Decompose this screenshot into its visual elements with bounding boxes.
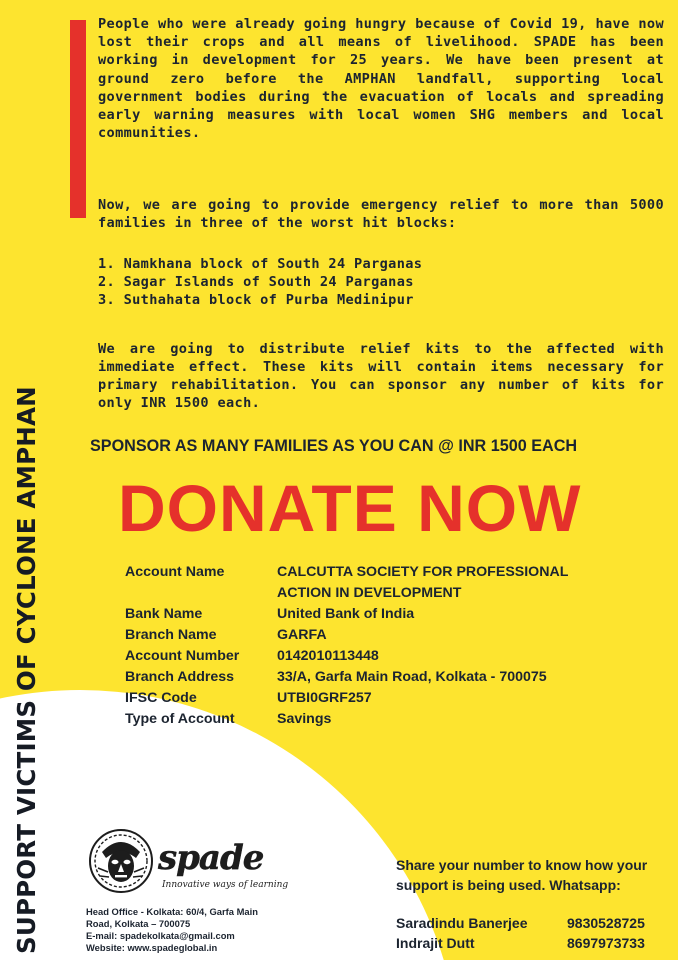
bank-label: Bank Name bbox=[125, 606, 203, 622]
bank-row-branch-address bbox=[125, 667, 625, 688]
bank-label: Type of Account bbox=[125, 711, 235, 727]
logo-name: spade bbox=[158, 838, 264, 878]
bank-value: 0142010113448 bbox=[277, 648, 379, 664]
bank-row-account-type bbox=[125, 709, 625, 730]
contacts-list bbox=[396, 913, 676, 953]
bank-value: Savings bbox=[277, 711, 332, 727]
contact-row bbox=[396, 913, 676, 933]
intro-paragraph bbox=[98, 15, 664, 142]
contact-row bbox=[396, 933, 676, 953]
donate-now-heading: DONATE NOW bbox=[118, 471, 582, 545]
bank-row-account-number bbox=[125, 646, 625, 667]
side-title: SUPPORT VICTIMS OF CYCLONE AMPHAN bbox=[12, 386, 41, 954]
spade-logo bbox=[88, 828, 289, 894]
list-item: 1. Namkhana block of South 24 Parganas bbox=[98, 256, 423, 272]
bank-label: IFSC Code bbox=[125, 690, 197, 706]
office-email: E-mail: spadekolkata@gmail.com bbox=[86, 930, 235, 941]
share-number-text: Share your number to know how your support is being used. Whatsapp: bbox=[396, 857, 648, 893]
bank-row-bank-name bbox=[125, 604, 625, 625]
logo-tagline: Innovative ways of learning bbox=[162, 880, 289, 890]
bank-row-branch-name bbox=[125, 625, 625, 646]
bank-label: Branch Name bbox=[125, 627, 217, 643]
intro-text: People who were already going hungry because of Covid 19, have now lost their crops and all means of livelihood. SPADE has been working in development for 25 years. We have been present at ground zero before the AMPHAN landfall, supporting local government bodies during the evacuation of locals and spreading early warning measures with local women SHG members and local communities. bbox=[98, 16, 664, 142]
bank-value: CALCUTTA SOCIETY FOR PROFESSIONAL ACTION IN DEVELOPMENT bbox=[277, 564, 569, 601]
relief-text: Now, we are going to provide emergency relief to more than 5000 families in three of the worst hit blocks: bbox=[98, 197, 664, 232]
relief-paragraph bbox=[98, 196, 664, 232]
office-info bbox=[86, 906, 286, 954]
bank-row-ifsc-code bbox=[125, 688, 625, 709]
bank-value: GARFA bbox=[277, 627, 327, 643]
bank-label: Branch Address bbox=[125, 669, 235, 685]
bank-value: United Bank of India bbox=[277, 606, 415, 622]
bank-details bbox=[125, 562, 625, 730]
red-accent-bar bbox=[70, 20, 86, 218]
tribal-mask-logo-icon bbox=[88, 828, 154, 894]
kits-paragraph bbox=[98, 326, 664, 426]
bank-value: 33/A, Garfa Main Road, Kolkata - 700075 bbox=[277, 669, 547, 685]
sponsor-heading: SPONSOR AS MANY FAMILIES AS YOU CAN @ INR 1500 EACH bbox=[90, 437, 578, 455]
contact-phone: 9830528725 bbox=[567, 915, 645, 931]
contact-name: Saradindu Banerjee bbox=[396, 915, 528, 931]
blocks-list bbox=[98, 255, 664, 310]
contact-phone: 8697973733 bbox=[567, 935, 645, 951]
bank-value: UTBI0GRF257 bbox=[277, 690, 372, 706]
bank-row-account-name bbox=[125, 562, 625, 604]
office-address: Head Office - Kolkata: 60/4, Garfa Main Road, Kolkata – 700075 bbox=[86, 906, 258, 929]
contact-name: Indrajit Dutt bbox=[396, 935, 475, 951]
list-item: 3. Suthahata block of Purba Medinipur bbox=[98, 292, 414, 309]
list-item: 2. Sagar Islands of South 24 Parganas bbox=[98, 274, 414, 291]
bank-label: Account Name bbox=[125, 564, 225, 580]
office-website: Website: www.spadeglobal.in bbox=[86, 942, 218, 953]
bank-label: Account Number bbox=[125, 648, 240, 664]
kits-text: We are going to distribute relief kits to the affected with immediate effect. These kits will contain items necessary for primary rehabilitation. You can sponsor any number of kits for only INR 1500 each. bbox=[98, 340, 664, 412]
